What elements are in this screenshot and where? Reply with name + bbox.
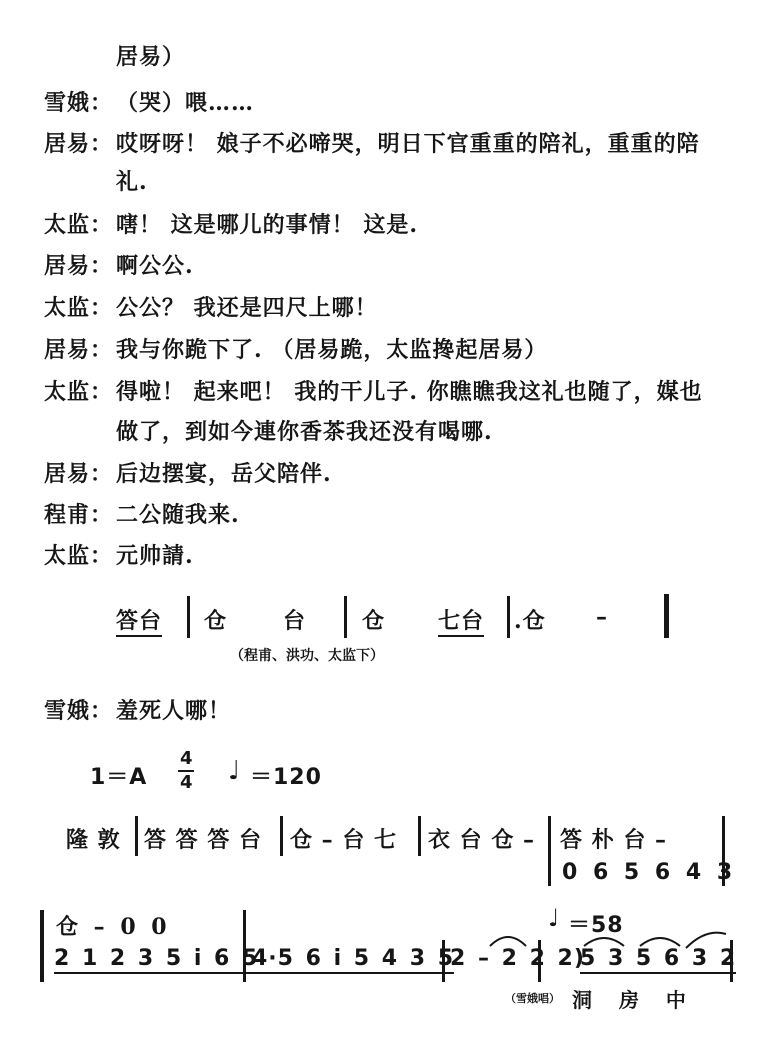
- speaker-12: 太监：: [44, 543, 114, 569]
- barline: [344, 596, 347, 638]
- speaker-xue-e: 雪娥：: [44, 698, 114, 724]
- speaker-4: 太监：: [44, 212, 114, 238]
- slur-marks: [480, 924, 730, 954]
- speaker-11: 程甫：: [44, 502, 114, 528]
- sys3-notes1-text: 2 1 2 3 5 i 6 5: [54, 946, 258, 974]
- perc2-m1: 答 答 答 台: [144, 827, 262, 853]
- speaker-7: 居易：: [44, 337, 114, 363]
- final-barline: [664, 594, 669, 638]
- barline: [418, 816, 421, 856]
- lyric-note: （雪娥唱）: [505, 992, 560, 1005]
- dialogue-line-0: [116, 40, 185, 71]
- speaker-5: 居易：: [44, 253, 114, 279]
- bpm-2: ＝58: [568, 913, 624, 938]
- speech-1: （哭）喂……: [116, 90, 255, 116]
- sys3-notes1: [54, 946, 258, 971]
- sys3-notes2: [252, 946, 454, 971]
- quarter-note-icon: ♩: [228, 756, 241, 786]
- speech-8-cont: 做了，到如今連你香茶我还没有喝哪.: [116, 419, 493, 445]
- bpm: ＝120: [250, 765, 322, 790]
- speech-8: 得啦！ 起来吧！ 我的干儿子. 你瞧瞧我这礼也随了，媒也: [116, 379, 703, 405]
- perc1-m4b: –: [596, 604, 608, 630]
- dialogue-text: 居易）: [116, 44, 186, 70]
- speech-xue-e: 羞死人哪！: [116, 698, 232, 724]
- perc2-m3: 衣 台 仓 –: [428, 827, 535, 853]
- speaker-1: 雪娥：: [44, 90, 114, 116]
- speech-6: 公公？ 我还是四尺上哪！: [116, 295, 378, 321]
- speaker-2: 居易：: [44, 131, 114, 157]
- perc1-m4a: .仓: [514, 608, 546, 634]
- perc1-m3b-text: 七台: [438, 608, 484, 637]
- lyric: 洞 房 中: [572, 988, 686, 1012]
- stage-direction: （程甫、洪功、太监下）: [230, 648, 384, 664]
- speech-11: 二公随我来.: [116, 502, 240, 528]
- time-sig-top: 4: [180, 748, 194, 769]
- barline: [730, 940, 733, 982]
- perc2-m0: 隆 敦: [66, 827, 121, 853]
- quarter-note-icon: ♩: [548, 904, 560, 932]
- sys3-notes4-text: 5 3 5 6 3 2: [580, 946, 736, 974]
- perc1-m3b: [438, 604, 484, 635]
- perc2-m2: 仓 – 台 七: [290, 827, 397, 853]
- barline: [442, 940, 445, 982]
- time-sig-bottom: 4: [180, 772, 194, 793]
- key-signature: 1＝A: [90, 765, 148, 790]
- speaker-10: 居易：: [44, 461, 114, 487]
- barline: [187, 596, 190, 638]
- system-bracket: [40, 910, 44, 982]
- perc1-m1: [116, 604, 162, 635]
- speech-2-cont: 礼.: [116, 169, 148, 195]
- barline: [280, 816, 283, 856]
- sys3-notes3: 2 – 2 2 2): [450, 946, 585, 971]
- speech-2: 哎呀呀！ 娘子不必啼哭，明日下官重重的陪礼，重重的陪: [116, 131, 700, 157]
- perc2-m4: 答 朴 台 –: [560, 827, 667, 853]
- speech-4: 嗐！ 这是哪儿的事情！ 这是.: [116, 212, 418, 238]
- barline: [548, 816, 551, 886]
- sys3-notes2-text: 4·5 6 i 5 4 3 5: [252, 946, 454, 974]
- speech-10: 后边摆宴，岳父陪伴.: [116, 461, 332, 487]
- barline: [135, 816, 138, 856]
- speech-7: 我与你跪下了. （居易跪，太监搀起居易）: [116, 337, 548, 363]
- sys3-perc: 仓 – 0 0: [56, 914, 168, 940]
- perc1-m1-text: 答台: [116, 608, 162, 637]
- perc1-m2b: 台: [283, 608, 307, 634]
- perc2-m4-notes: 0 6 5 6 4 3: [562, 860, 734, 885]
- speech-5: 啊公公.: [116, 253, 194, 279]
- speech-12: 元帅請.: [116, 543, 194, 569]
- barline: [507, 596, 510, 638]
- barline: [722, 816, 725, 886]
- speaker-8: 太监：: [44, 379, 114, 405]
- perc1-m2a: 仓: [204, 608, 228, 634]
- perc1-m3a: 仓: [362, 608, 386, 634]
- speaker-6: 太监：: [44, 295, 114, 321]
